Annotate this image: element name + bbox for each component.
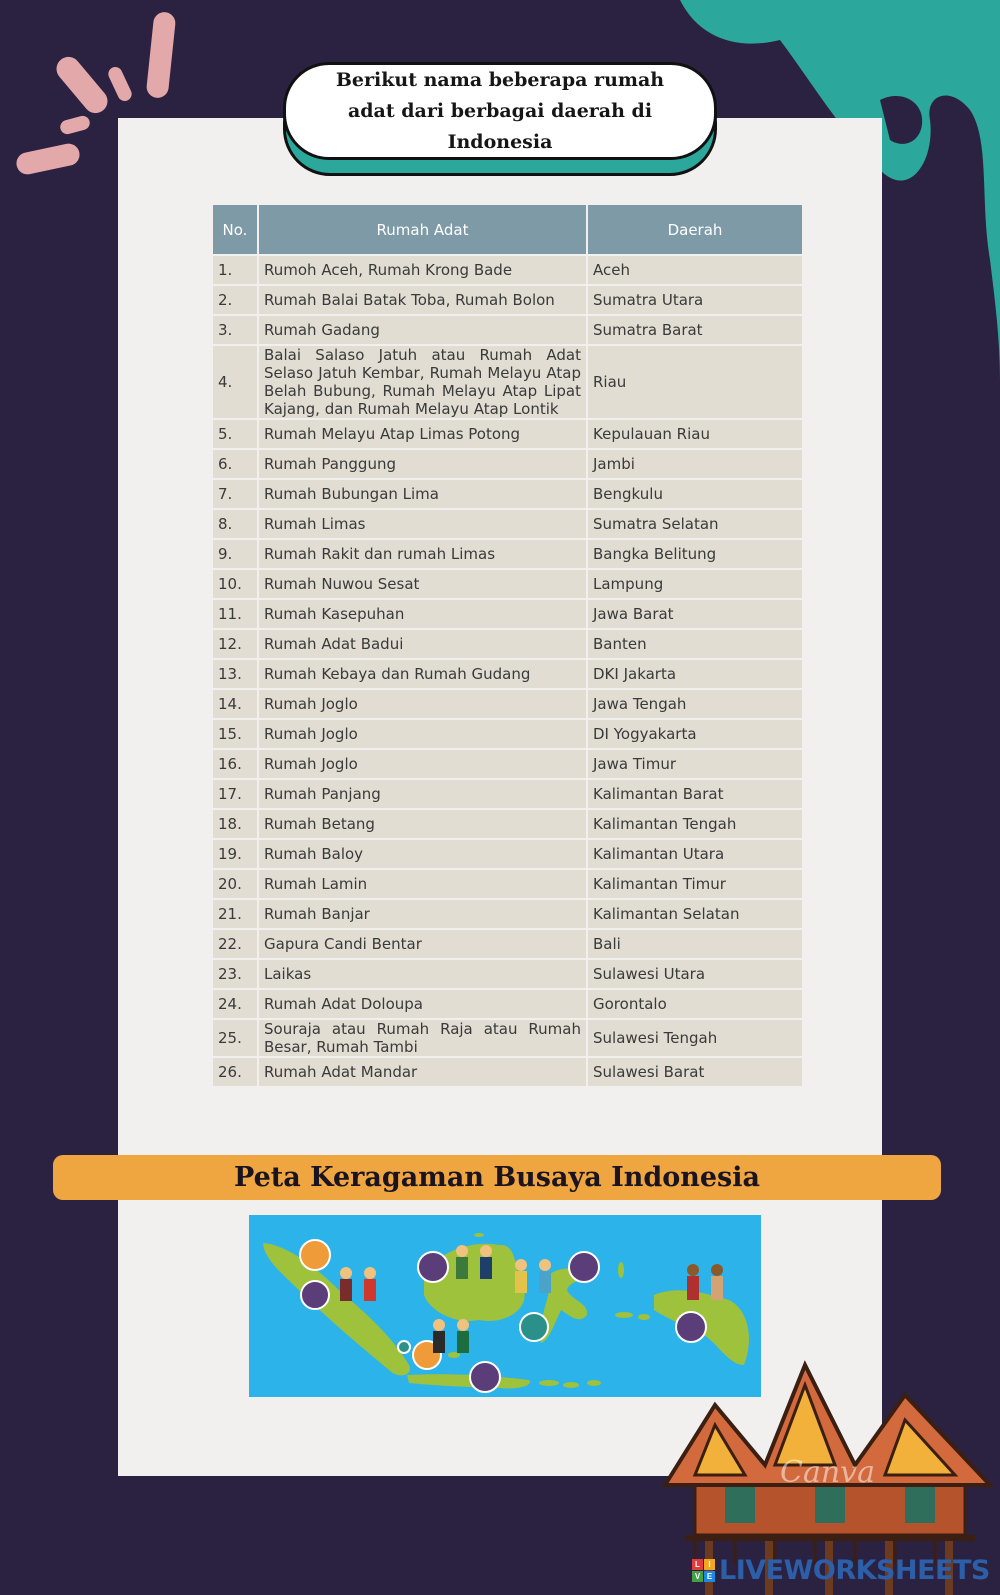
- cell-rumah-adat: Rumah Adat Mandar: [258, 1057, 587, 1087]
- banner-title: Peta Keragaman Busaya Indonesia: [234, 1162, 760, 1193]
- cell-no: 24.: [212, 989, 258, 1019]
- map-banner: [53, 1155, 941, 1200]
- table-row: [212, 255, 803, 285]
- cell-daerah: DI Yogyakarta: [587, 719, 803, 749]
- table-row: [212, 509, 803, 539]
- cell-no: 19.: [212, 839, 258, 869]
- column-header-daerah: Daerah: [587, 204, 803, 255]
- table-row: [212, 959, 803, 989]
- cell-daerah: Jawa Barat: [587, 599, 803, 629]
- cell-daerah: Sumatra Barat: [587, 315, 803, 345]
- cell-no: 7.: [212, 479, 258, 509]
- cell-rumah-adat: Rumah Betang: [258, 809, 587, 839]
- cell-daerah: Bengkulu: [587, 479, 803, 509]
- cell-no: 25.: [212, 1019, 258, 1057]
- cell-rumah-adat: Rumah Adat Doloupa: [258, 989, 587, 1019]
- cell-rumah-adat: Rumah Bubungan Lima: [258, 479, 587, 509]
- cell-no: 2.: [212, 285, 258, 315]
- table-row: [212, 345, 803, 419]
- table-row: [212, 539, 803, 569]
- cell-daerah: Kalimantan Timur: [587, 869, 803, 899]
- cell-no: 13.: [212, 659, 258, 689]
- logo-letter: I: [704, 1559, 715, 1570]
- cell-daerah: Jawa Timur: [587, 749, 803, 779]
- table-row: [212, 1057, 803, 1087]
- cell-daerah: Banten: [587, 629, 803, 659]
- cell-rumah-adat: Rumah Joglo: [258, 719, 587, 749]
- cell-no: 3.: [212, 315, 258, 345]
- cell-rumah-adat: Rumah Kasepuhan: [258, 599, 587, 629]
- table-row: [212, 719, 803, 749]
- table-row: [212, 839, 803, 869]
- table-row: [212, 899, 803, 929]
- table-row: [212, 629, 803, 659]
- table-row: [212, 809, 803, 839]
- liveworksheets-wordmark: LIVEWORKSHEETS: [719, 1555, 990, 1586]
- logo-letter: V: [692, 1571, 703, 1582]
- cell-rumah-adat: Gapura Candi Bentar: [258, 929, 587, 959]
- cell-rumah-adat: Rumah Adat Badui: [258, 629, 587, 659]
- cell-no: 15.: [212, 719, 258, 749]
- table-row: [212, 869, 803, 899]
- cell-daerah: Sumatra Utara: [587, 285, 803, 315]
- column-header-rumah-adat: Rumah Adat: [258, 204, 587, 255]
- cell-rumah-adat: Balai Salaso Jatuh atau Rumah Adat Selaso Jatuh Kembar, Rumah Melayu Atap Belah Bubung, Rumah Melayu Atap Lipat Kajang, dan Rumah Melayu Atap Lontik: [258, 345, 587, 419]
- cell-no: 16.: [212, 749, 258, 779]
- table-row: [212, 1019, 803, 1057]
- cell-no: 20.: [212, 869, 258, 899]
- cell-rumah-adat: Rumah Joglo: [258, 749, 587, 779]
- table-header-row: [212, 204, 803, 255]
- page-title: Berikut nama beberapa rumah adat dari berbagai daerah di Indonesia: [335, 68, 665, 153]
- cell-no: 26.: [212, 1057, 258, 1087]
- cell-no: 21.: [212, 899, 258, 929]
- table-row: [212, 659, 803, 689]
- cell-rumah-adat: Rumah Baloy: [258, 839, 587, 869]
- table-row: [212, 599, 803, 629]
- cell-rumah-adat: Rumah Melayu Atap Limas Potong: [258, 419, 587, 449]
- cell-daerah: Gorontalo: [587, 989, 803, 1019]
- cell-daerah: Jambi: [587, 449, 803, 479]
- cell-rumah-adat: Rumah Lamin: [258, 869, 587, 899]
- cell-daerah: Sulawesi Tengah: [587, 1019, 803, 1057]
- logo-letter: E: [704, 1571, 715, 1582]
- cell-daerah: Bangka Belitung: [587, 539, 803, 569]
- cell-daerah: Sumatra Selatan: [587, 509, 803, 539]
- cell-rumah-adat: Rumoh Aceh, Rumah Krong Bade: [258, 255, 587, 285]
- cell-no: 23.: [212, 959, 258, 989]
- cell-no: 18.: [212, 809, 258, 839]
- cell-daerah: Sulawesi Barat: [587, 1057, 803, 1087]
- table-row: [212, 779, 803, 809]
- cell-rumah-adat: Rumah Panjang: [258, 779, 587, 809]
- cell-rumah-adat: Laikas: [258, 959, 587, 989]
- cell-no: 14.: [212, 689, 258, 719]
- cell-daerah: Kalimantan Tengah: [587, 809, 803, 839]
- cell-daerah: Kepulauan Riau: [587, 419, 803, 449]
- cell-daerah: Sulawesi Utara: [587, 959, 803, 989]
- cell-no: 11.: [212, 599, 258, 629]
- table-row: [212, 749, 803, 779]
- cell-no: 12.: [212, 629, 258, 659]
- cell-no: 9.: [212, 539, 258, 569]
- table-row: [212, 929, 803, 959]
- liveworksheets-logo-mark: [692, 1559, 715, 1582]
- liveworksheets-logo[interactable]: [692, 1555, 990, 1586]
- cell-rumah-adat: Rumah Panggung: [258, 449, 587, 479]
- cell-daerah: Kalimantan Utara: [587, 839, 803, 869]
- table-body: [212, 255, 803, 1087]
- cell-no: 6.: [212, 449, 258, 479]
- cell-no: 4.: [212, 345, 258, 419]
- table-row: [212, 449, 803, 479]
- cell-daerah: Kalimantan Selatan: [587, 899, 803, 929]
- title-pill: [283, 62, 715, 172]
- cell-no: 5.: [212, 419, 258, 449]
- cell-rumah-adat: Rumah Nuwou Sesat: [258, 569, 587, 599]
- table-row: [212, 315, 803, 345]
- cell-rumah-adat: Rumah Rakit dan rumah Limas: [258, 539, 587, 569]
- cell-rumah-adat: Rumah Kebaya dan Rumah Gudang: [258, 659, 587, 689]
- rumah-adat-table: [211, 203, 804, 1088]
- table-row: [212, 569, 803, 599]
- cell-rumah-adat: Souraja atau Rumah Raja atau Rumah Besar, Rumah Tambi: [258, 1019, 587, 1057]
- table-row: [212, 285, 803, 315]
- cell-no: 8.: [212, 509, 258, 539]
- column-header-no: No.: [212, 204, 258, 255]
- cell-daerah: Riau: [587, 345, 803, 419]
- table-row: [212, 689, 803, 719]
- cell-no: 1.: [212, 255, 258, 285]
- table-row: [212, 989, 803, 1019]
- cell-daerah: Lampung: [587, 569, 803, 599]
- cell-daerah: Bali: [587, 929, 803, 959]
- canva-watermark: Canva: [780, 1455, 875, 1490]
- cell-rumah-adat: Rumah Gadang: [258, 315, 587, 345]
- cell-daerah: Jawa Tengah: [587, 689, 803, 719]
- cell-no: 10.: [212, 569, 258, 599]
- table-row: [212, 419, 803, 449]
- title-pill-front: [283, 62, 717, 160]
- cell-no: 22.: [212, 929, 258, 959]
- cell-daerah: Kalimantan Barat: [587, 779, 803, 809]
- cell-rumah-adat: Rumah Limas: [258, 509, 587, 539]
- table-row: [212, 479, 803, 509]
- cell-rumah-adat: Rumah Banjar: [258, 899, 587, 929]
- cell-daerah: Aceh: [587, 255, 803, 285]
- logo-letter: L: [692, 1559, 703, 1570]
- cell-rumah-adat: Rumah Joglo: [258, 689, 587, 719]
- cell-rumah-adat: Rumah Balai Batak Toba, Rumah Bolon: [258, 285, 587, 315]
- cell-daerah: DKI Jakarta: [587, 659, 803, 689]
- cell-no: 17.: [212, 779, 258, 809]
